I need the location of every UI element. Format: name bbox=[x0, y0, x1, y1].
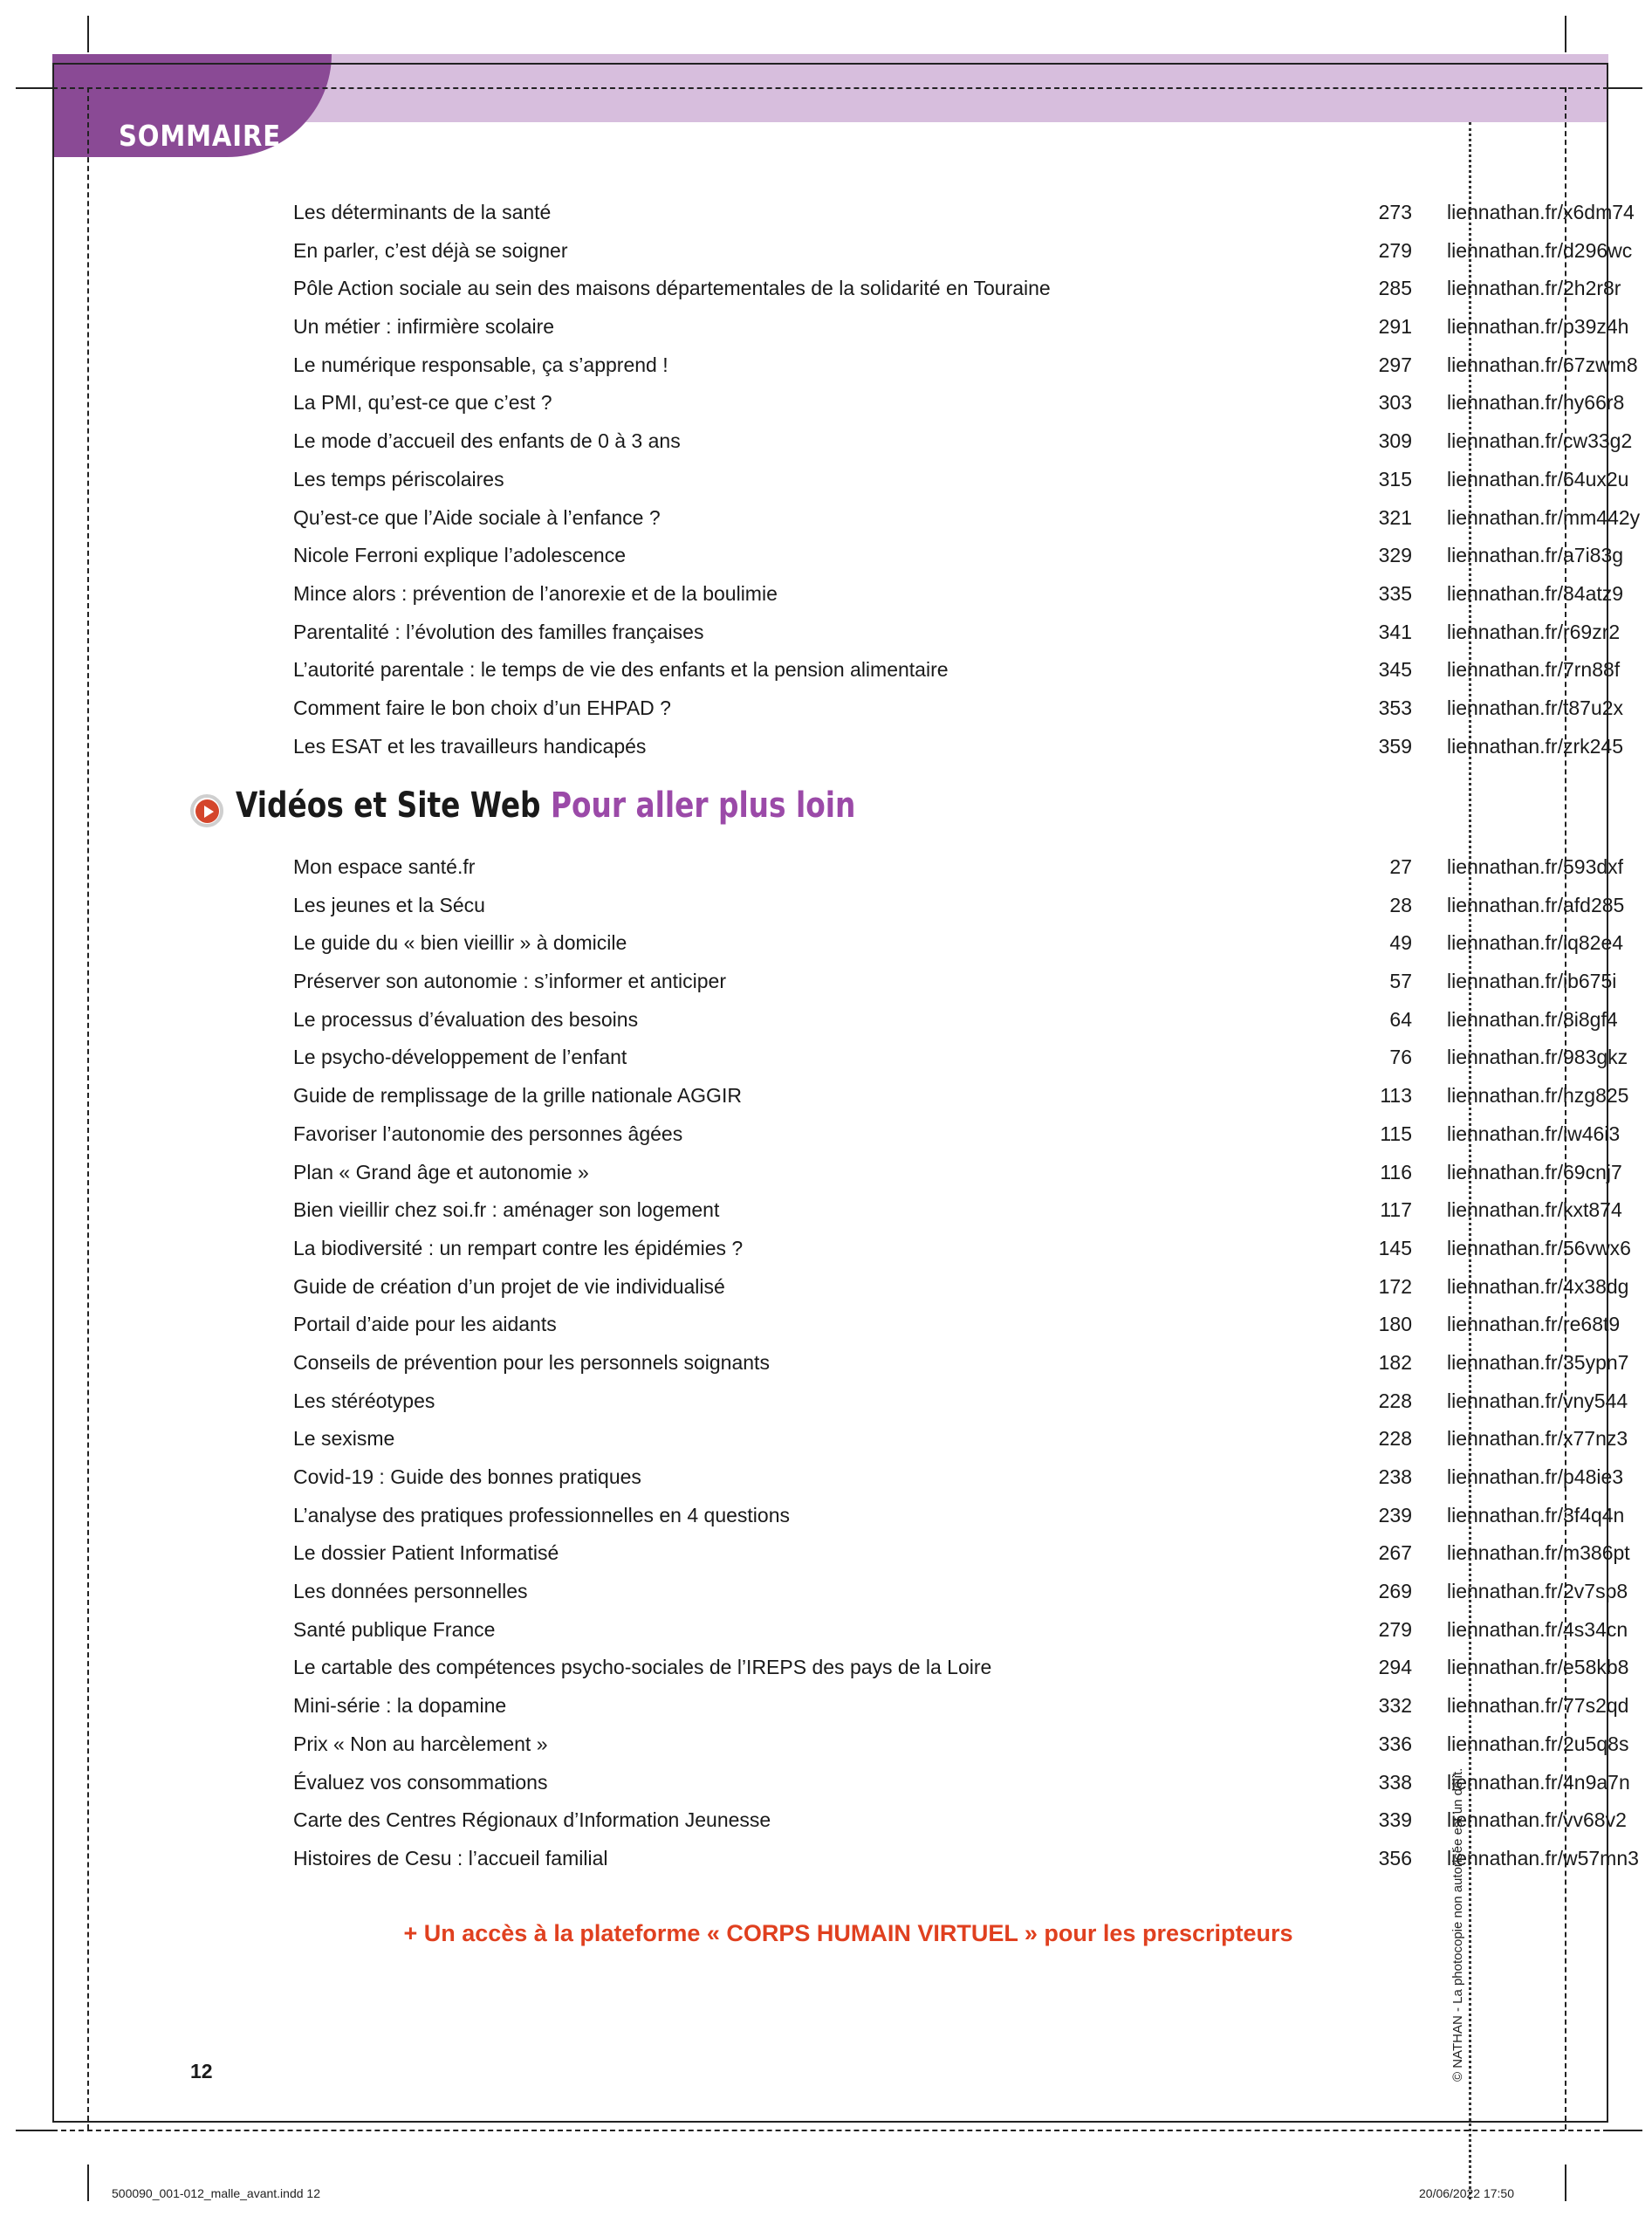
item-page: 321 bbox=[1378, 505, 1412, 529]
item-page: 49 bbox=[1389, 931, 1412, 955]
item-title: Le dossier Patient Informatisé bbox=[293, 1541, 559, 1565]
item-title: Santé publique France bbox=[293, 1617, 496, 1641]
section-heading bbox=[236, 786, 855, 838]
item-page: 113 bbox=[1380, 1084, 1412, 1108]
item-title: Guide de création d’un projet de vie individualisé bbox=[293, 1274, 725, 1298]
item-link[interactable]: liennathan.fr/r69zr2 bbox=[1447, 620, 1621, 643]
item-link[interactable]: liennathan.fr/vny544 bbox=[1447, 1389, 1628, 1412]
crop-mark bbox=[1606, 2130, 1642, 2131]
item-page: 303 bbox=[1378, 391, 1412, 415]
list-item bbox=[293, 424, 1633, 463]
item-title: Conseils de prévention pour les personnels soignants bbox=[293, 1350, 770, 1374]
item-link[interactable]: liennathan.fr/ib675i bbox=[1447, 970, 1617, 993]
list-item bbox=[293, 1766, 1630, 1804]
item-page: 228 bbox=[1378, 1389, 1412, 1412]
item-link[interactable]: liennathan.fr/x6dm74 bbox=[1447, 201, 1635, 223]
list-item bbox=[293, 926, 1624, 964]
item-link[interactable]: liennathan.fr/56vwx6 bbox=[1447, 1236, 1631, 1259]
item-title: Mini-série : la dopamine bbox=[293, 1694, 507, 1718]
header-title: SOMMAIRE bbox=[119, 119, 281, 153]
item-page: 309 bbox=[1378, 429, 1412, 453]
item-title: Nicole Ferroni explique l’adolescence bbox=[293, 544, 626, 567]
item-page: 341 bbox=[1378, 620, 1412, 643]
item-link[interactable]: liennathan.fr/hzg825 bbox=[1447, 1084, 1629, 1108]
item-link[interactable]: liennathan.fr/re68t9 bbox=[1447, 1313, 1621, 1336]
list-item bbox=[293, 1422, 1628, 1460]
list-item bbox=[293, 1575, 1628, 1613]
slug-filename: 500090_001-012_malle_avant.indd 12 bbox=[112, 2186, 320, 2200]
item-link[interactable]: liennathan.fr/35ypn7 bbox=[1447, 1350, 1629, 1374]
item-link[interactable]: liennathan.fr/2u5q8s bbox=[1447, 1732, 1629, 1755]
list-item bbox=[293, 1650, 1629, 1689]
list-item bbox=[293, 1842, 1639, 1880]
section-heading-accent: Pour aller plus loin bbox=[550, 786, 856, 826]
list-item bbox=[293, 1156, 1622, 1194]
list-item bbox=[293, 1346, 1629, 1384]
item-link[interactable]: liennathan.fr/e58kb8 bbox=[1447, 1656, 1629, 1679]
item-page: 339 bbox=[1378, 1808, 1412, 1832]
item-title: Comment faire le bon choix d’un EHPAD ? bbox=[293, 696, 671, 719]
item-title: Le numérique responsable, ça s’apprend ! bbox=[293, 353, 668, 376]
item-link[interactable]: liennathan.fr/p39z4h bbox=[1447, 315, 1629, 339]
item-page: 356 bbox=[1378, 1846, 1412, 1870]
item-page: 27 bbox=[1389, 855, 1412, 878]
list-item bbox=[293, 964, 1617, 1003]
item-link[interactable]: liennathan.fr/afd285 bbox=[1447, 893, 1625, 916]
item-link[interactable]: liennathan.fr/mm442y bbox=[1447, 505, 1641, 529]
item-title: Histoires de Cesu : l’accueil familial bbox=[293, 1846, 608, 1870]
item-page: 353 bbox=[1378, 696, 1412, 719]
item-link[interactable]: liennathan.fr/t87u2x bbox=[1447, 696, 1624, 719]
list-item bbox=[293, 1040, 1628, 1079]
item-title: Mon espace santé.fr bbox=[293, 855, 476, 878]
item-title: En parler, c’est déjà se soigner bbox=[293, 238, 568, 262]
item-link[interactable]: liennathan.fr/983gkz bbox=[1447, 1046, 1628, 1069]
item-title: Favoriser l’autonomie des personnes âgées bbox=[293, 1122, 683, 1145]
item-page: 315 bbox=[1378, 467, 1412, 491]
list-item bbox=[293, 615, 1621, 654]
list-item bbox=[293, 691, 1624, 730]
list-item bbox=[293, 653, 1621, 691]
video-links-list bbox=[293, 850, 1639, 1880]
copyright-notice: © NATHAN - La photocopie non autorisée est un délit. bbox=[1450, 1767, 1465, 2082]
slug-date: 20/06/2022 17:50 bbox=[1419, 2186, 1514, 2200]
item-page: 273 bbox=[1378, 201, 1412, 223]
item-link[interactable]: liennathan.fr/x77nz3 bbox=[1447, 1427, 1628, 1451]
crop-mark bbox=[87, 2165, 89, 2201]
item-link[interactable]: liennathan.fr/84atz9 bbox=[1447, 581, 1624, 605]
item-title: Guide de remplissage de la grille nationale AGGIR bbox=[293, 1084, 742, 1108]
item-title: Les jeunes et la Sécu bbox=[293, 893, 485, 916]
list-item bbox=[293, 386, 1625, 424]
bleed-line bbox=[52, 2130, 1608, 2131]
item-page: 76 bbox=[1389, 1046, 1412, 1069]
item-link[interactable]: liennathan.fr/kxt874 bbox=[1447, 1198, 1622, 1222]
item-link[interactable]: liennathan.fr/d296wc bbox=[1447, 238, 1633, 262]
item-title: Covid-19 : Guide des bonnes pratiques bbox=[293, 1465, 641, 1488]
item-page: 297 bbox=[1378, 353, 1412, 376]
item-link[interactable]: liennathan.fr/2h2r8r bbox=[1447, 277, 1621, 300]
item-link[interactable]: liennathan.fr/64ux2u bbox=[1447, 467, 1629, 491]
list-item bbox=[293, 463, 1629, 501]
item-title: Les temps périscolaires bbox=[293, 467, 504, 491]
crop-mark bbox=[1565, 2165, 1566, 2201]
item-title: La PMI, qu’est-ce que c’est ? bbox=[293, 391, 552, 415]
bleed-line bbox=[52, 87, 1608, 89]
item-link[interactable]: liennathan.fr/3f4q4n bbox=[1447, 1503, 1625, 1527]
item-title: Évaluez vos consommations bbox=[293, 1770, 548, 1794]
list-item bbox=[293, 1803, 1627, 1842]
item-title: L’analyse des pratiques professionnelles en 4 questions bbox=[293, 1503, 790, 1527]
item-page: 269 bbox=[1378, 1580, 1412, 1603]
item-title: Le sexisme bbox=[293, 1427, 395, 1451]
page-number: 12 bbox=[190, 2060, 213, 2082]
crop-mark bbox=[16, 2130, 52, 2131]
list-item bbox=[293, 348, 1638, 387]
item-page: 338 bbox=[1378, 1770, 1412, 1794]
crop-mark bbox=[87, 16, 89, 52]
item-title: La biodiversité : un rempart contre les épidémies ? bbox=[293, 1236, 744, 1259]
item-page: 267 bbox=[1378, 1541, 1412, 1565]
item-link[interactable]: liennathan.fr/hy66r8 bbox=[1447, 391, 1625, 415]
links-list bbox=[293, 196, 1641, 767]
item-title: Les ESAT et les travailleurs handicapés bbox=[293, 734, 647, 758]
list-item bbox=[293, 1307, 1621, 1346]
item-link[interactable]: liennathan.fr/vv68v2 bbox=[1447, 1808, 1627, 1832]
item-page: 279 bbox=[1378, 1617, 1412, 1641]
item-page: 336 bbox=[1378, 1732, 1412, 1755]
list-item bbox=[293, 234, 1633, 272]
item-title: Portail d’aide pour les aidants bbox=[293, 1313, 557, 1336]
item-title: Le cartable des compétences psycho-sociales de l’IREPS des pays de la Loire bbox=[293, 1656, 992, 1679]
item-page: 145 bbox=[1378, 1236, 1412, 1259]
list-item bbox=[293, 1384, 1628, 1423]
item-link[interactable]: liennathan.fr/iw46i3 bbox=[1447, 1122, 1621, 1145]
item-title: Les déterminants de la santé bbox=[293, 201, 552, 223]
item-link[interactable]: liennathan.fr/w57mn3 bbox=[1447, 1846, 1639, 1870]
item-page: 28 bbox=[1389, 893, 1412, 916]
item-page: 345 bbox=[1378, 658, 1412, 682]
crop-mark bbox=[1606, 87, 1642, 89]
list-item bbox=[293, 310, 1629, 348]
item-title: Plan « Grand âge et autonomie » bbox=[293, 1160, 589, 1183]
item-link[interactable]: liennathan.fr/67zwm8 bbox=[1447, 353, 1638, 376]
item-link[interactable]: liennathan.fr/zrk245 bbox=[1447, 734, 1624, 758]
item-page: 291 bbox=[1378, 315, 1412, 339]
item-page: 332 bbox=[1378, 1694, 1412, 1718]
item-page: 285 bbox=[1378, 277, 1412, 300]
item-page: 180 bbox=[1378, 1313, 1412, 1336]
item-link[interactable]: liennathan.fr/77s2qd bbox=[1447, 1694, 1629, 1718]
item-link[interactable]: liennathan.fr/m386pt bbox=[1447, 1541, 1630, 1565]
bleed-line bbox=[87, 87, 89, 2130]
item-title: Les données personnelles bbox=[293, 1580, 528, 1603]
list-item bbox=[293, 730, 1624, 768]
play-icon bbox=[190, 794, 223, 827]
item-page: 294 bbox=[1378, 1656, 1412, 1679]
item-link[interactable]: liennathan.fr/iq82e4 bbox=[1447, 931, 1624, 955]
item-title: L’autorité parentale : le temps de vie des enfants et la pension alimentaire bbox=[293, 658, 949, 682]
item-title: Prix « Non au harcèlement » bbox=[293, 1732, 548, 1755]
platform-note: + Un accès à la plateforme « CORPS HUMAIN VIRTUEL » pour les prescripteurs bbox=[403, 1920, 1293, 1946]
item-page: 115 bbox=[1380, 1122, 1412, 1145]
item-title: Préserver son autonomie : s’informer et anticiper bbox=[293, 970, 726, 993]
list-item bbox=[293, 271, 1621, 310]
item-link[interactable]: liennathan.fr/2v7sp8 bbox=[1447, 1580, 1628, 1603]
crop-mark bbox=[16, 87, 52, 89]
item-page: 57 bbox=[1389, 970, 1412, 993]
list-item bbox=[293, 196, 1635, 234]
list-item bbox=[293, 1270, 1629, 1308]
list-item bbox=[293, 1231, 1631, 1270]
item-page: 279 bbox=[1378, 238, 1412, 262]
item-title: Bien vieillir chez soi.fr : aménager son logement bbox=[293, 1198, 720, 1222]
item-link[interactable]: liennathan.fr/p48ie3 bbox=[1447, 1465, 1624, 1488]
list-item bbox=[293, 1689, 1629, 1727]
item-title: Mince alors : prévention de l’anorexie et de la boulimie bbox=[293, 581, 778, 605]
crop-mark bbox=[1565, 16, 1566, 52]
list-item bbox=[293, 1536, 1630, 1575]
list-item bbox=[293, 577, 1624, 615]
list-item bbox=[293, 850, 1624, 888]
item-page: 228 bbox=[1378, 1427, 1412, 1451]
list-item bbox=[293, 1499, 1625, 1537]
item-page: 182 bbox=[1378, 1350, 1412, 1374]
item-page: 172 bbox=[1378, 1274, 1412, 1298]
section-heading-main: Vidéos et Site Web bbox=[236, 786, 541, 826]
list-item bbox=[293, 1193, 1622, 1231]
item-page: 239 bbox=[1378, 1503, 1412, 1527]
list-item bbox=[293, 1003, 1618, 1041]
item-link[interactable]: liennathan.fr/a7i83g bbox=[1447, 544, 1624, 567]
list-item bbox=[293, 1079, 1629, 1117]
item-link[interactable]: liennathan.fr/7rn88f bbox=[1447, 658, 1621, 682]
item-title: Pôle Action sociale au sein des maisons départementales de la solidarité en Touraine bbox=[293, 277, 1051, 300]
item-page: 64 bbox=[1389, 1007, 1412, 1031]
item-title: Le processus d’évaluation des besoins bbox=[293, 1007, 639, 1031]
item-link[interactable]: liennathan.fr/4x38dg bbox=[1447, 1274, 1629, 1298]
item-title: Les stéréotypes bbox=[293, 1389, 435, 1412]
item-link[interactable]: liennathan.fr/593dxf bbox=[1447, 855, 1624, 878]
item-title: Un métier : infirmière scolaire bbox=[293, 315, 555, 339]
item-title: Le guide du « bien vieillir » à domicile bbox=[293, 931, 627, 955]
list-item bbox=[293, 539, 1624, 577]
item-link[interactable]: liennathan.fr/4s34cn bbox=[1447, 1617, 1628, 1641]
item-page: 116 bbox=[1380, 1160, 1412, 1183]
item-page: 335 bbox=[1378, 581, 1412, 605]
item-title: Le mode d’accueil des enfants de 0 à 3 ans bbox=[293, 429, 681, 453]
list-item bbox=[293, 1613, 1628, 1651]
item-title: Qu’est-ce que l’Aide sociale à l’enfance ? bbox=[293, 505, 661, 529]
item-link[interactable]: liennathan.fr/cw33g2 bbox=[1447, 429, 1633, 453]
item-link[interactable]: liennathan.fr/69cnj7 bbox=[1447, 1160, 1622, 1183]
item-link[interactable]: liennathan.fr/8i8gf4 bbox=[1447, 1007, 1618, 1031]
item-title: Le psycho-développement de l’enfant bbox=[293, 1046, 627, 1069]
list-item bbox=[293, 1727, 1629, 1766]
item-page: 359 bbox=[1378, 734, 1412, 758]
item-title: Carte des Centres Régionaux d’Information Jeunesse bbox=[293, 1808, 771, 1832]
list-item bbox=[293, 501, 1641, 539]
item-title: Parentalité : l’évolution des familles françaises bbox=[293, 620, 704, 643]
list-item bbox=[293, 888, 1625, 927]
list-item bbox=[293, 1460, 1624, 1499]
item-link[interactable]: liennathan.fr/4n9a7n bbox=[1447, 1770, 1630, 1794]
item-page: 329 bbox=[1378, 544, 1412, 567]
item-page: 117 bbox=[1380, 1198, 1412, 1222]
item-page: 238 bbox=[1378, 1465, 1412, 1488]
list-item bbox=[293, 1117, 1621, 1156]
